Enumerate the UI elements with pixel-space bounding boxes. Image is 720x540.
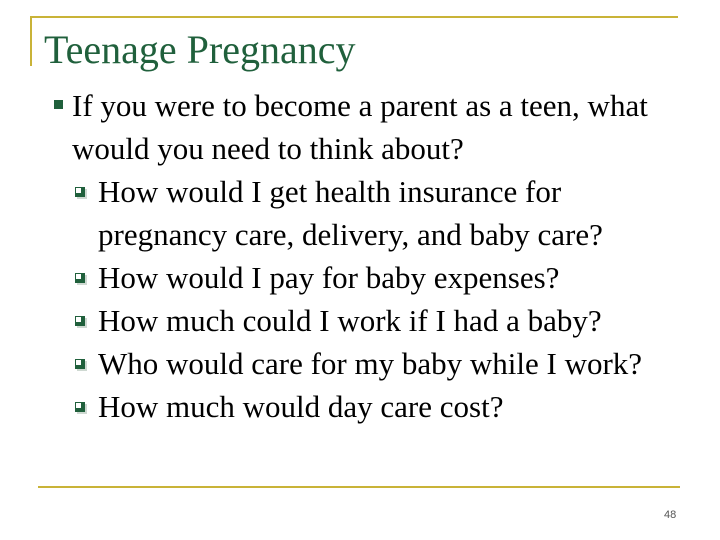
- sub-bullet-text: Who would care for my baby while I work?: [98, 346, 643, 381]
- checkbox-bullet-icon: [75, 273, 85, 283]
- sub-bullet-text: How would I get health insurance for pregnancy care, delivery, and baby care?: [98, 174, 603, 252]
- sub-bullet-text: How much would day care cost?: [98, 389, 504, 424]
- square-bullet-icon: [54, 100, 63, 109]
- slide-number: 48: [664, 509, 677, 521]
- checkbox-bullet-icon: [75, 402, 85, 412]
- sub-bullet-item: [46, 342, 666, 385]
- sub-bullet-item: [46, 299, 666, 342]
- slide-title: Teenage Pregnancy: [44, 27, 356, 72]
- decorative-line: [30, 16, 32, 66]
- bullet-text: If you were to become a parent as a teen, what would you need to think about?: [72, 88, 648, 166]
- footer-divider: [38, 486, 680, 488]
- bullet-item: [46, 84, 666, 170]
- checkbox-bullet-icon: [75, 187, 85, 197]
- sub-bullet-item: [46, 170, 666, 256]
- checkbox-bullet-icon: [75, 316, 85, 326]
- checkbox-bullet-icon: [75, 359, 85, 369]
- decorative-line: [30, 16, 678, 18]
- sub-bullet-text: How much could I work if I had a baby?: [98, 303, 602, 338]
- slide-content: [46, 84, 666, 428]
- sub-bullet-text: How would I pay for baby expenses?: [98, 260, 560, 295]
- sub-bullet-item: [46, 385, 666, 428]
- sub-bullet-item: [46, 256, 666, 299]
